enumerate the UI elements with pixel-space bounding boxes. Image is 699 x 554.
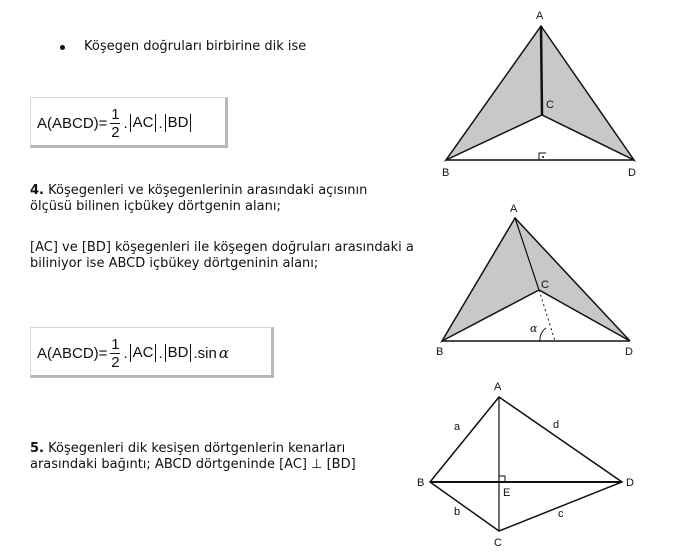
figure-3-orthodiagonal-quadrilateral xyxy=(410,372,699,554)
section-4-title: Köşegenleri ve köşegenlerinin arasındaki açısının ölçüsü bilinen içbükey dörtgenin alanı; xyxy=(30,183,368,214)
side-label-a: a xyxy=(454,421,461,433)
alpha-symbol: α xyxy=(218,344,229,362)
side-label-c: c xyxy=(558,508,564,520)
vertex-label-d: D xyxy=(626,477,634,489)
section-4-heading xyxy=(30,183,410,215)
fraction-numerator: 1 xyxy=(111,105,120,123)
dot-operator: . xyxy=(123,344,128,362)
vertex-label-a: A xyxy=(536,10,544,22)
bullet-text: Köşegen doğruları birbirine dik ise xyxy=(84,39,307,54)
section-number: 5. xyxy=(30,441,44,456)
side-label-b: b xyxy=(454,506,461,518)
vertex-label-a: A xyxy=(494,381,502,393)
angle-label-alpha: α xyxy=(530,322,538,335)
vertex-label-d: D xyxy=(628,167,636,179)
bullet-icon xyxy=(60,45,65,50)
formula-lhs: A(ABCD)= xyxy=(37,344,108,362)
section-5-body: Köşegenleri dik kesişen dörtgenlerin kenarları arasındaki bağıntı; ABCD dörtgeninde [AC] ⊥ [BD] xyxy=(30,441,356,472)
abs-ac: AC xyxy=(130,344,157,362)
vertex-label-b: B xyxy=(417,477,425,489)
fraction-denominator: 2 xyxy=(111,353,120,371)
figure-2-concave-quadrilateral xyxy=(420,195,699,365)
abs-ac: AC xyxy=(130,114,157,132)
figure-1-concave-quadrilateral xyxy=(420,0,699,185)
vertex-label-c: C xyxy=(546,99,554,111)
formula-lhs: A(ABCD)= xyxy=(37,114,108,132)
fraction-numerator: 1 xyxy=(111,335,120,353)
side-label-d: d xyxy=(553,419,560,431)
dot-operator: . xyxy=(158,344,163,362)
dot-operator: . xyxy=(123,114,128,132)
vertex-label-b: B xyxy=(442,167,450,179)
vertex-label-a: A xyxy=(510,203,518,215)
vertex-label-b: B xyxy=(436,346,444,358)
angle-arc xyxy=(540,328,546,341)
fraction xyxy=(110,107,120,140)
abs-bd: BD xyxy=(165,114,192,132)
intersection-label-e: E xyxy=(503,487,511,499)
section-5-text xyxy=(30,441,410,473)
area-formula-2 xyxy=(37,333,229,373)
vertex-label-d: D xyxy=(625,346,633,358)
sin-function: .sin xyxy=(193,344,217,362)
right-angle-dot xyxy=(542,156,544,158)
section-number: 4. xyxy=(30,183,44,198)
diagonal-ac xyxy=(541,26,542,115)
area-formula-1 xyxy=(37,103,193,143)
section-4-paragraph: [AC] ve [BD] köşegenleri ile köşegen doğruları arasındaki a biliniyor ise ABCD içbükey dörtgeninin alanı; xyxy=(30,240,414,271)
fraction-denominator: 2 xyxy=(111,123,120,141)
abs-bd: BD xyxy=(165,344,192,362)
vertex-label-c: C xyxy=(541,279,549,291)
fraction xyxy=(110,337,120,370)
vertex-label-c: C xyxy=(494,537,502,549)
dot-operator: . xyxy=(158,114,163,132)
